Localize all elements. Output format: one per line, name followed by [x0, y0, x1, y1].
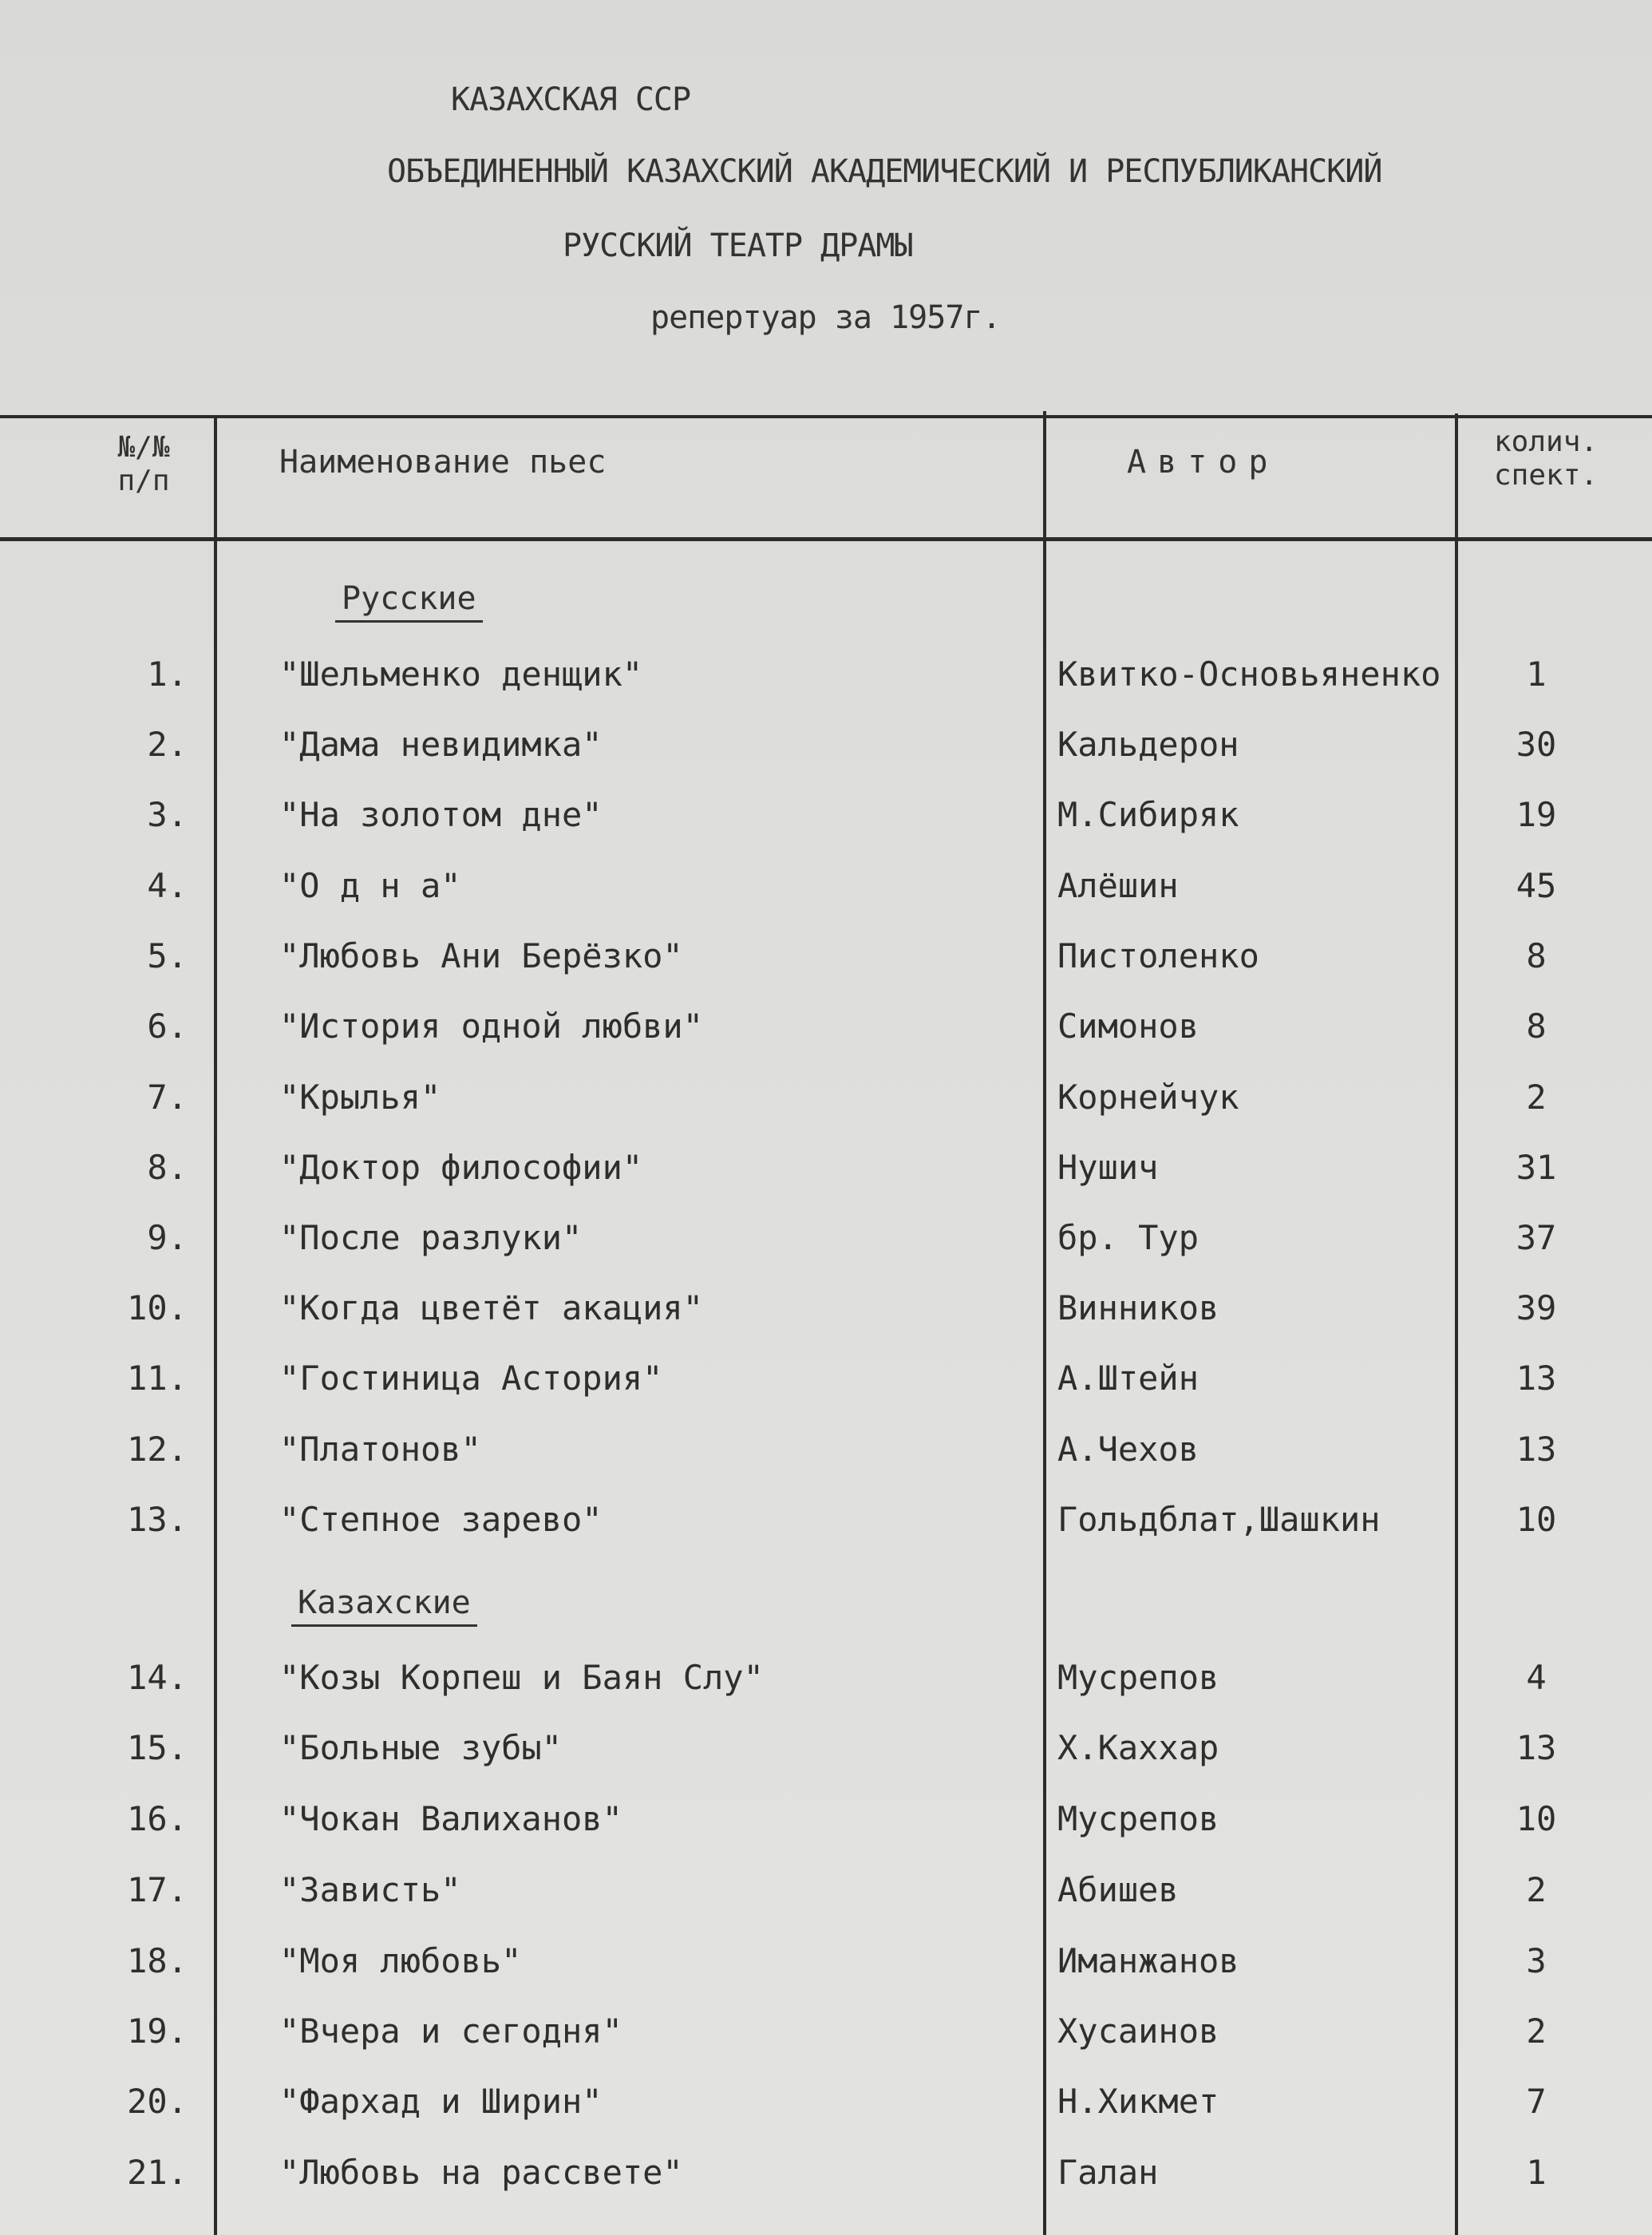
column-header-count-line1: колич. — [1494, 425, 1599, 458]
table-row — [0, 2008, 1652, 2055]
play-title: "Чокан Валиханов" — [279, 1799, 622, 1838]
performance-count: 4 — [1526, 1658, 1547, 1697]
row-number: 20. — [127, 2082, 188, 2121]
play-title: "Крылья" — [279, 1078, 441, 1117]
play-title: "О д н а" — [279, 866, 461, 905]
table-top-rule — [0, 415, 1652, 418]
performance-count: 30 — [1516, 725, 1557, 764]
table-row — [0, 1355, 1652, 1402]
play-author: бр. Тур — [1057, 1218, 1199, 1257]
row-number: 19. — [127, 2012, 188, 2051]
play-author: А.Штейн — [1057, 1359, 1199, 1398]
play-title: "Дама невидимка" — [279, 725, 603, 764]
table-row — [0, 1866, 1652, 1914]
table-row — [0, 1654, 1652, 1702]
play-author: Нушич — [1057, 1148, 1159, 1187]
row-number: 10. — [127, 1288, 188, 1327]
table-row — [0, 1214, 1652, 1262]
play-author: Симонов — [1057, 1007, 1199, 1046]
play-title: "Зависть" — [279, 1870, 461, 1909]
table-row — [0, 1795, 1652, 1843]
column-header-number-line2: п/п — [117, 465, 170, 497]
row-number: 9. — [147, 1218, 188, 1257]
play-author: Винников — [1057, 1288, 1219, 1327]
row-number: 21. — [127, 2153, 188, 2192]
performance-count: 39 — [1516, 1288, 1557, 1327]
row-number: 16. — [127, 1799, 188, 1838]
play-title: "История одной любви" — [279, 1007, 704, 1046]
table-row — [0, 2078, 1652, 2126]
table-row — [0, 1284, 1652, 1332]
row-number: 18. — [127, 1941, 188, 1980]
table-row — [0, 2149, 1652, 2197]
table-row — [0, 1144, 1652, 1192]
play-author: Квитко-Основьяненко — [1057, 655, 1441, 694]
play-author: Н.Хикмет — [1057, 2082, 1219, 2121]
play-title: "Платонов" — [279, 1430, 481, 1469]
performance-count: 10 — [1516, 1500, 1557, 1539]
performance-count: 13 — [1516, 1359, 1557, 1398]
row-number: 11. — [127, 1359, 188, 1398]
play-author: А.Чехов — [1057, 1430, 1199, 1469]
play-author: Мусрепов — [1057, 1658, 1219, 1697]
performance-count: 37 — [1516, 1218, 1557, 1257]
play-author: Хусаинов — [1057, 2012, 1219, 2051]
row-number: 4. — [147, 866, 188, 905]
section-heading-kazakh: Казахские — [291, 1584, 477, 1627]
table-row — [0, 862, 1652, 910]
table-row — [0, 1724, 1652, 1772]
row-number: 14. — [127, 1658, 188, 1697]
play-author: Гольдблат,Шашкин — [1057, 1500, 1381, 1539]
table-row — [0, 1937, 1652, 1985]
play-title: "Вчера и сегодня" — [279, 2012, 622, 2051]
play-author: Галан — [1057, 2153, 1159, 2192]
play-author: Иманжанов — [1057, 1941, 1239, 1980]
header-republic: КАЗАХСКАЯ ССР — [451, 81, 691, 118]
performance-count: 8 — [1526, 936, 1547, 975]
performance-count: 8 — [1526, 1007, 1547, 1046]
table-row — [0, 1496, 1652, 1544]
table-row — [0, 1003, 1652, 1050]
row-number: 13. — [127, 1500, 188, 1539]
play-title: "Шельменко денщик" — [279, 655, 643, 694]
play-author: Кальдерон — [1057, 725, 1239, 764]
row-number: 8. — [147, 1148, 188, 1187]
row-number: 7. — [147, 1078, 188, 1117]
column-header-title: Наименование пьес — [279, 444, 607, 481]
play-title: "Фархад и Ширин" — [279, 2082, 603, 2121]
performance-count: 13 — [1516, 1430, 1557, 1469]
table-row — [0, 1074, 1652, 1121]
performance-count: 19 — [1516, 795, 1557, 834]
play-author: М.Сибиряк — [1057, 795, 1239, 834]
performance-count: 3 — [1526, 1941, 1547, 1980]
play-author: Абишев — [1057, 1870, 1179, 1909]
column-header-number — [100, 431, 188, 498]
play-author: Корнейчук — [1057, 1078, 1239, 1117]
performance-count: 45 — [1516, 866, 1557, 905]
play-title: "Любовь на рассвете" — [279, 2153, 683, 2192]
play-author: Х.Каххар — [1057, 1728, 1219, 1767]
row-number: 6. — [147, 1007, 188, 1046]
column-header-count — [1494, 425, 1598, 492]
table-row — [0, 721, 1652, 769]
play-title: "Козы Корпеш и Баян Слу" — [279, 1658, 764, 1697]
row-number: 3. — [147, 795, 188, 834]
performance-count: 7 — [1526, 2082, 1547, 2121]
play-title: "Гостиница Астория" — [279, 1359, 663, 1398]
performance-count: 13 — [1516, 1728, 1557, 1767]
performance-count: 31 — [1516, 1148, 1557, 1187]
performance-count: 1 — [1526, 655, 1547, 694]
play-author: Мусрепов — [1057, 1799, 1219, 1838]
header-repertoire-year: репертуар за 1957г. — [650, 299, 1001, 336]
row-number: 5. — [147, 936, 188, 975]
play-title: "Больные зубы" — [279, 1728, 563, 1767]
play-title: "На золотом дне" — [279, 795, 603, 834]
performance-count: 1 — [1526, 2153, 1547, 2192]
section-heading-russian: Русские — [335, 580, 483, 623]
play-author: Пистоленко — [1057, 936, 1259, 975]
row-number: 15. — [127, 1728, 188, 1767]
table-row — [0, 791, 1652, 839]
play-title: "Когда цветёт акация" — [279, 1288, 704, 1327]
header-theatre-type: РУССКИЙ ТЕАТР ДРАМЫ — [563, 227, 913, 264]
header-theatre-name: ОБЪЕДИНЕННЫЙ КАЗАХСКИЙ АКАДЕМИЧЕСКИЙ И РЕСПУБЛИКАНСКИЙ — [387, 153, 1382, 190]
table-header-rule — [0, 537, 1652, 541]
play-title: "Степное зарево" — [279, 1500, 603, 1539]
column-header-number-line1: №/№ — [117, 431, 170, 464]
table-row — [0, 1426, 1652, 1474]
row-number: 17. — [127, 1870, 188, 1909]
performance-count: 10 — [1516, 1799, 1557, 1838]
table-row — [0, 932, 1652, 980]
play-title: "Моя любовь" — [279, 1941, 522, 1980]
performance-count: 2 — [1526, 1078, 1547, 1117]
column-header-author: Автор — [1127, 444, 1279, 481]
row-number: 12. — [127, 1430, 188, 1469]
performance-count: 2 — [1526, 1870, 1547, 1909]
row-number: 1. — [147, 655, 188, 694]
performance-count: 2 — [1526, 2012, 1547, 2051]
table-row — [0, 651, 1652, 698]
play-author: Алёшин — [1057, 866, 1179, 905]
play-title: "После разлуки" — [279, 1218, 583, 1257]
column-header-count-line2: спект. — [1494, 459, 1599, 492]
play-title: "Любовь Ани Берёзко" — [279, 936, 683, 975]
play-title: "Доктор философии" — [279, 1148, 643, 1187]
row-number: 2. — [147, 725, 188, 764]
